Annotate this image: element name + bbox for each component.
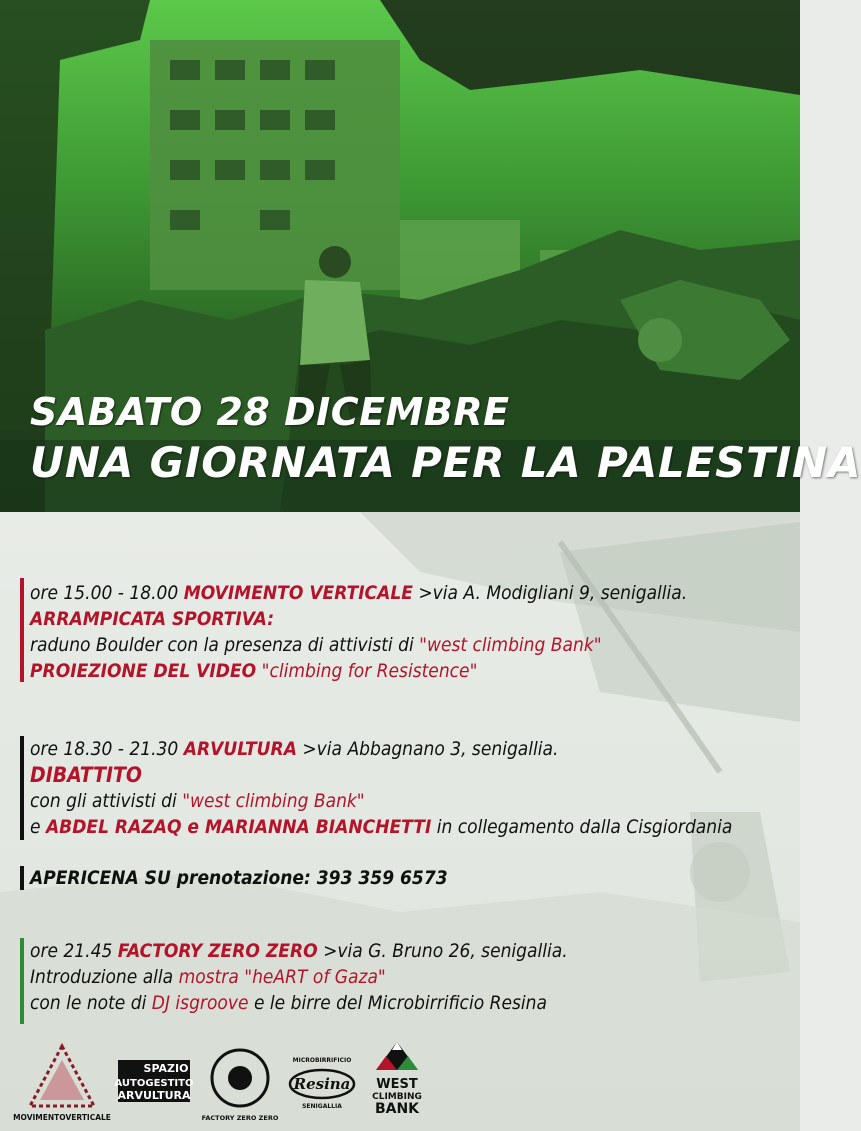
event-1-video-label: PROIEZIONE DEL VIDEO: [30, 660, 257, 682]
event-3: [20, 938, 568, 1016]
event-2-dinner: APERICENA SU prenotazione: 393 359 6573: [30, 867, 448, 889]
event-1-activity: ARRAMPICATA SPORTIVA:: [30, 608, 275, 630]
event-2-desc-prefix: con gli attivisti di: [30, 790, 183, 812]
event-2-dinner-section: [20, 865, 448, 891]
movimento-verticale-logo: [13, 1038, 111, 1128]
event-1-desc-prefix: raduno Boulder con la presenza di attivisti di: [30, 634, 420, 656]
event-1-address: >via A. Modigliani 9, senigallia.: [418, 582, 688, 604]
event-2-guests-prefix: e: [30, 816, 46, 838]
event-2: [20, 736, 732, 840]
event-1-time: ore 15.00 - 18.00: [30, 582, 179, 604]
west-logo-line-3: BANK: [374, 1101, 420, 1117]
event-2-venue: ARVULTURA: [183, 738, 297, 760]
event-2-guests: [30, 814, 732, 840]
hero-photo: [0, 0, 861, 512]
event-3-line-1: [30, 938, 568, 964]
event-1-video: [30, 658, 687, 684]
arvultura-logo-line-1: SPAZIO: [143, 1062, 189, 1075]
west-logo-line-1: WEST: [376, 1077, 418, 1092]
event-3-music-suffix: e le birre del Microbirrificio Resina: [248, 992, 547, 1014]
resina-logo-name: Resina: [293, 1075, 351, 1093]
factory-logo-text: FACTORY ZERO ZERO: [201, 1114, 279, 1122]
title-block: [30, 390, 861, 492]
event-3-intro-prefix: Introduzione alla: [30, 966, 179, 988]
event-3-exhibit: mostra "heART of Gaza": [178, 966, 386, 988]
factory-zero-zero-logo: [201, 1038, 279, 1128]
event-3-intro: [30, 964, 568, 990]
event-2-description: [30, 788, 732, 814]
event-2-guests-suffix: in collegamento dalla Cisgiordania: [431, 816, 733, 838]
event-3-time: ore 21.45: [30, 940, 113, 962]
west-climbing-bank-logo: [362, 1038, 432, 1128]
event-1-video-title: "climbing for Resistence": [256, 660, 478, 682]
arvultura-logo-line-3: ARVULTURA: [117, 1089, 191, 1102]
event-3-music: [30, 990, 568, 1016]
west-logo-line-2: CLIMBING: [372, 1092, 422, 1102]
event-3-dj: DJ isgroove: [151, 992, 249, 1014]
resina-logo: [282, 1038, 362, 1128]
movimento-logo-text: MOVIMENTOVERTICALE: [13, 1113, 111, 1122]
sponsor-logos: [0, 1038, 800, 1131]
arvultura-logo-line-2: AUTOGESTITO: [114, 1078, 194, 1089]
event-title: UNA GIORNATA PER LA PALESTINA: [30, 438, 861, 487]
event-2-activity: DIBATTITO: [30, 763, 142, 787]
event-2-desc-highlight: "west climbing Bank": [182, 790, 365, 812]
resina-logo-bottom: SENIGALLIA: [302, 1103, 342, 1110]
event-1-desc-highlight: "west climbing Bank": [419, 634, 602, 656]
event-1-venue: MOVIMENTO VERTICALE: [183, 582, 413, 604]
event-3-address: >via G. Bruno 26, senigallia.: [323, 940, 568, 962]
event-2-address: >via Abbagnano 3, senigallia.: [302, 738, 559, 760]
arvultura-logo: [114, 1038, 194, 1128]
event-1-line-1: [30, 580, 687, 606]
event-date: SABATO 28 DICEMBRE: [30, 390, 510, 434]
event-2-time: ore 18.30 - 21.30: [30, 738, 179, 760]
event-1-description: [30, 632, 687, 658]
event-2-guests-names: ABDEL RAZAQ e MARIANNA BIANCHETTI: [45, 816, 432, 838]
event-3-venue: FACTORY ZERO ZERO: [117, 940, 318, 962]
event-2-line-1: [30, 736, 732, 762]
event-1: [20, 580, 687, 684]
event-3-music-prefix: con le note di: [30, 992, 152, 1014]
resina-logo-top: MICROBIRRIFICIO: [292, 1057, 352, 1064]
